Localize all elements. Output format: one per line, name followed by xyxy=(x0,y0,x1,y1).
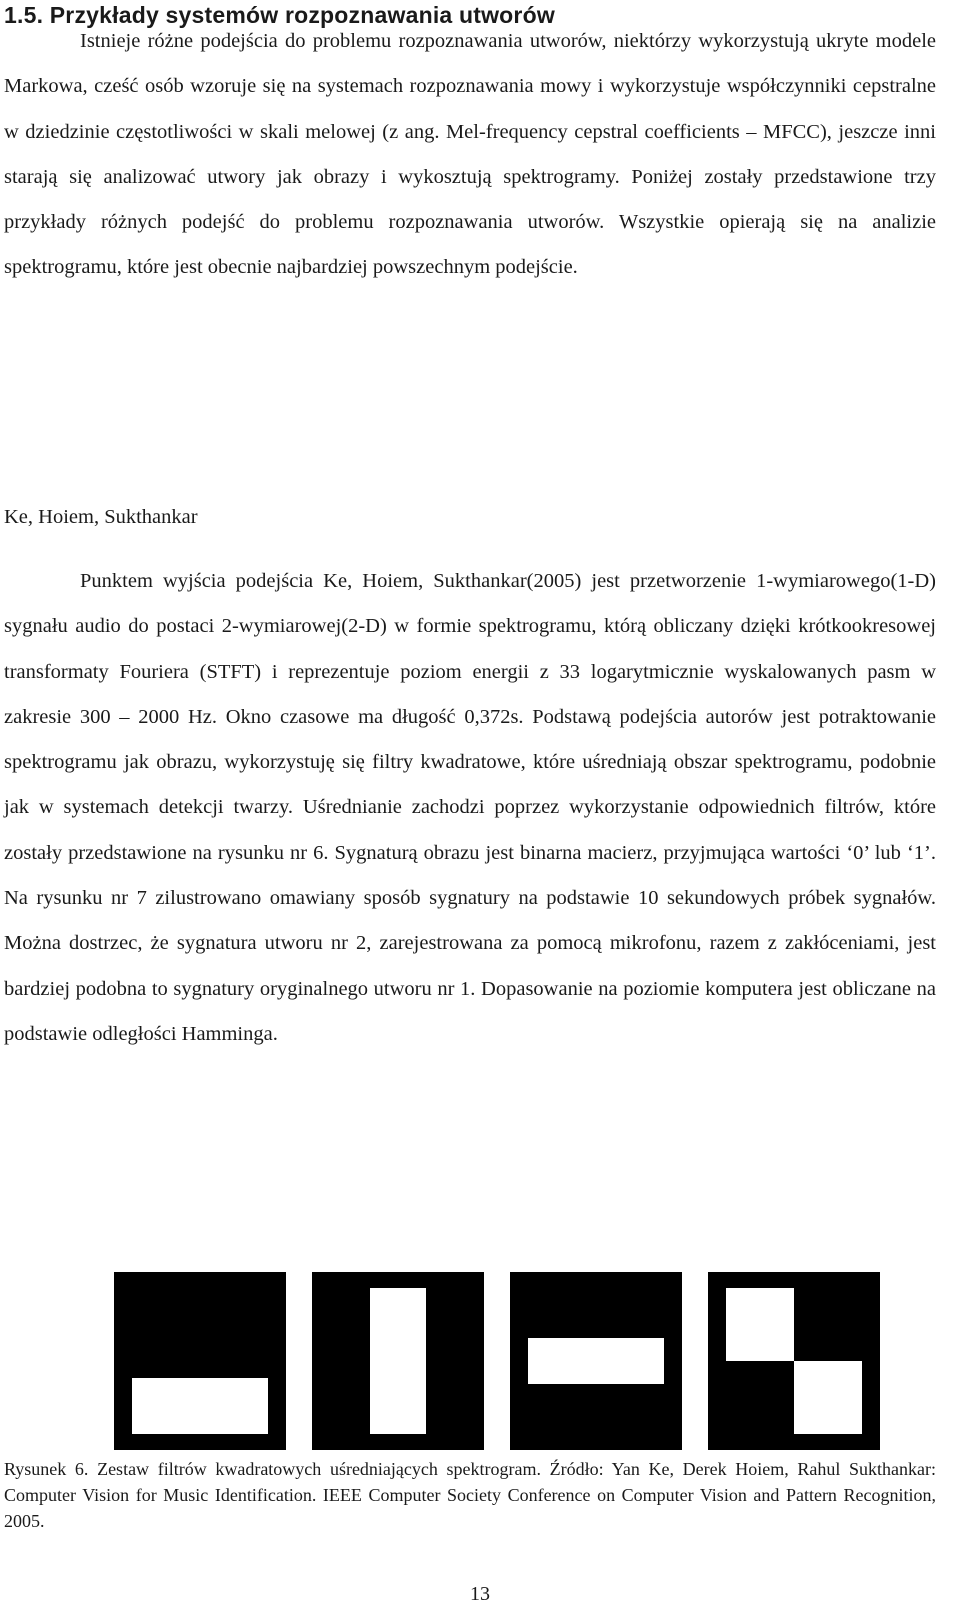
intro-paragraph: Istnieje różne podejścia do problemu rozpoznawania utworów, niektórzy wykorzystują ukryte modele Markowa, cześć osób wzoruje się na systemach rozpoznawania mowy i wykorzystuje współczynniki cepstralne w dziedzinie częstotliwości w skali melowej (z ang. Mel-frequency cepstral coefficients – MFCC), jeszcze inni starają się analizować utwory jak obrazy i wykosztują spektrogramy. Poniżej zostały przedstawione trzy przykłady różnych podejść do problemu rozpoznawania utworów. Wszystkie opierają się na analizie spektrogramu, które jest obecnie najbardziej powszechnym podejście. xyxy=(4,30,936,279)
subsection-paragraph: Punktem wyjścia podejścia Ke, Hoiem, Sukthankar(2005) jest przetworzenie 1-wymiarowego(1-D) sygnału audio do postaci 2-wymiarowej(2-D) w formie spektrogramu, którą obliczany dzięki krótkookresowej transformaty Fouriera (STFT) i reprezentuje poziom energii z 33 logarytmicznie wyskalowanych pasm w zakresie 300 – 2000 Hz. Okno czasowe ma długość 0,372s. Podstawą podejścia autorów jest potraktowanie spektrogramu jak obrazu, wykorzystuję się filtry kwadratowe, które uśredniają obszar spektrogramu, podobnie jak w systemach detekcji twarzy. Uśrednianie zachodzi poprzez wykorzystanie odpowiednich filtrów, które zostały przedstawione na rysunku nr 6. Sygnaturą obrazu jest binarna macierz, przyjmująca wartości ‘0’ lub ‘1’. Na rysunku nr 7 zilustrowano omawiany sposób sygnatury na podstawie 10 sekundowych próbek sygnałów. Można dostrzec, że sygnatura utworu nr 2, zarejestrowana za pomocą mikrofonu, razem z zakłóceniami, jest bardziej podobna to sygnatury oryginalnego utworu nr 1. Dopasowanie na poziomie komputera jest obliczane na podstawie odległości Hamminga. xyxy=(4,570,936,1045)
filter-white-region xyxy=(132,1378,268,1434)
filter-figure xyxy=(114,1272,880,1450)
checkerboard-filter xyxy=(708,1272,880,1450)
page-number: 13 xyxy=(470,1583,490,1605)
filter-white-region xyxy=(726,1288,794,1361)
section-heading: 1.5. Przykłady systemów rozpoznawania utworów xyxy=(4,2,555,28)
filter-white-region xyxy=(370,1288,426,1434)
subsection-title: Ke, Hoiem, Sukthankar xyxy=(4,506,198,528)
figure-caption: Rysunek 6. Zestaw filtrów kwadratowych uśredniających spektrogram. Źródło: Yan Ke, Derek Hoiem, Rahul Sukthankar: Computer Vision for Music Identification. IEEE Computer Society Conference on Computer Vision and Pattern Recognition, 2005. xyxy=(4,1459,936,1531)
horizontal-three-band-filter xyxy=(510,1272,682,1450)
filter-white-region xyxy=(794,1361,862,1434)
filter-white-region xyxy=(528,1338,664,1384)
vertical-three-band-filter xyxy=(312,1272,484,1450)
horizontal-split-filter xyxy=(114,1272,286,1450)
